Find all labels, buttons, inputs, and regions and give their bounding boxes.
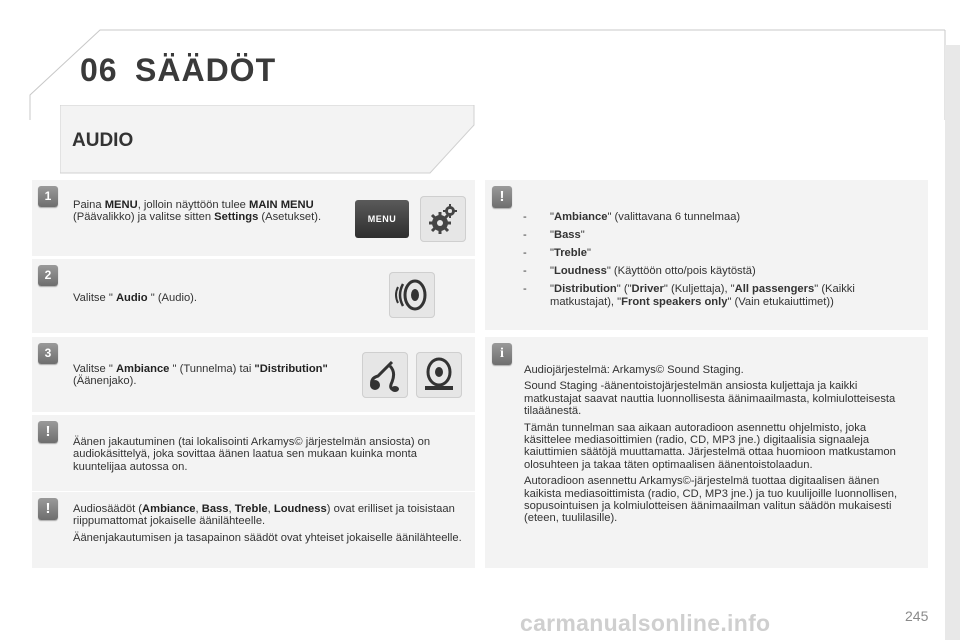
bold-term: Bass	[201, 503, 229, 515]
list-dash: -	[523, 211, 527, 223]
text-run: Paina	[73, 199, 105, 211]
text-run: " (Audio).	[147, 292, 198, 304]
text-run: ,	[195, 503, 202, 515]
bold-term: MENU	[104, 199, 138, 211]
bold-term: Front speakers only	[621, 296, 728, 308]
chapter-number: 06	[80, 52, 118, 88]
warning-badge-2: !	[38, 498, 58, 520]
bold-term: Distribution	[553, 283, 617, 295]
text-run: " (valittavana 6 tunnelmaa)	[607, 211, 741, 223]
list-dash: -	[523, 229, 527, 241]
step-3-text	[73, 363, 333, 388]
warning-badge-1: !	[38, 421, 58, 443]
text-run: Valitse "	[73, 363, 116, 375]
bold-term: Settings	[214, 211, 259, 224]
bold-term: Ambiance	[553, 211, 608, 223]
step-badge-2: 2	[38, 265, 58, 286]
info-paragraph: Sound Staging -äänentoistojärjestelmän ansiosta kuljettaja ja kaikki matkustajat saavat nauttia luonnollisesta äänimaailmasta, kolmiulotteisesta tilaäänestä.	[524, 380, 896, 418]
bold-term: All passengers	[734, 283, 815, 295]
info-badge: i	[492, 343, 512, 365]
text-run: " (Kuljettaja), "	[663, 283, 735, 295]
text-run: " (Tunnelma) tai	[169, 363, 255, 375]
audio-speaker-icon	[389, 272, 435, 318]
right-warning-badge: !	[492, 186, 512, 208]
info-paragraph: Audiojärjestelmä: Arkamys© Sound Staging.	[524, 364, 744, 376]
text-run: "	[550, 211, 554, 223]
text-run: "	[550, 265, 554, 277]
text-run: " (Kaikki matkustajat), "	[550, 283, 855, 308]
section-title: AUDIO	[72, 130, 134, 151]
info-text	[524, 364, 914, 529]
settings-gears-icon	[420, 196, 466, 242]
step-badge-1: 1	[38, 186, 58, 207]
distribution-speaker-icon	[416, 352, 462, 398]
bold-term: "Distribution"	[254, 363, 328, 375]
bold-term: Treble	[553, 247, 587, 259]
text-run: (Äänenjako).	[73, 375, 137, 388]
setting-option-item	[523, 247, 913, 260]
text-run: "	[580, 229, 585, 241]
text-run: "	[550, 283, 554, 295]
watermark: carmanualsonline.info	[520, 610, 771, 636]
list-dash: -	[523, 283, 527, 295]
warning-1-text: Äänen jakautuminen (tai lokalisointi Arkamys© järjestelmän ansiosta) on audiokäsittelyä, joka sovittaa äänen laatua sen mukaan kuinka monta kuuntelijaa autossa on.	[73, 436, 431, 473]
text-run: (Päävalikko) ja valitse sitten	[73, 211, 215, 224]
info-paragraph: Autoradioon asennettu Arkamys©-järjestelmä tuottaa digitaalisen äänen kaikista mediasoittimista (radio, CD, MP3 jne.) ja tuo kuulijoille luonnollisen, sopusointuisen ja kolmiulotteisen äänimaailman valitun säädön mukaisesti (eteen, tuulilasille).	[524, 475, 898, 525]
warning-2-paragraph-1	[73, 503, 468, 528]
text-run: ) ovat erilliset ja toisistaan riippumattomat jokaiselle äänilähteelle.	[73, 503, 455, 528]
bold-term: Ambiance	[142, 503, 196, 515]
info-paragraph: Tämän tunnelman saa aikaan autoradioon asennettu ohjelmisto, joka käsittelee mediasoittimien (radio, CD, MP3 jne.) digitaalisia signaaleja kaiuttimien säätöjä muuttamatta. Järjestelmä ottaa huomioon matkustamon olosuhteen ja takaa täten optimaalisen äänentoistolaadun.	[524, 421, 896, 471]
text-run: " (Vain etukaiuttimet))	[727, 296, 834, 308]
bold-term: Audio	[115, 292, 148, 304]
text-run: Audiosäädöt (	[73, 503, 143, 515]
bold-term: Loudness	[273, 503, 327, 515]
setting-option-item	[523, 283, 913, 309]
bold-term: Ambiance	[115, 363, 170, 375]
bold-term: Driver	[631, 283, 664, 295]
step-badge-3: 3	[38, 343, 58, 364]
page-edge-bar	[945, 45, 960, 640]
text-run: , jolloin näyttöön tulee	[137, 199, 250, 211]
bold-term: Bass	[553, 229, 581, 241]
bold-term: Loudness	[553, 265, 607, 277]
setting-option-item	[523, 229, 913, 242]
chapter-title: SÄÄDÖT	[135, 52, 277, 88]
page-number: 245	[905, 608, 929, 624]
bold-term: Treble	[234, 503, 268, 515]
setting-option-item	[523, 211, 913, 224]
text-run: "	[550, 229, 554, 241]
setting-option-item	[523, 265, 913, 278]
text-run: ,	[267, 503, 274, 515]
list-dash: -	[523, 265, 527, 277]
text-run: " ("	[616, 283, 632, 295]
text-run: (Asetukset).	[258, 211, 322, 224]
text-run: "	[550, 247, 554, 259]
text-run: Valitse "	[73, 292, 116, 304]
step-2-text	[73, 292, 333, 304]
setting-options-list	[523, 211, 913, 314]
list-dash: -	[523, 247, 527, 259]
ambiance-instruments-icon	[362, 352, 408, 398]
warning-2-paragraph-2: Äänenjakautumisen ja tasapainon säädöt ovat yhteiset jokaiselle äänilähteelle.	[73, 531, 462, 544]
text-run: "	[586, 247, 591, 259]
text-run: " (Käyttöön otto/pois käytöstä)	[606, 265, 756, 277]
text-run: ,	[228, 503, 235, 515]
bold-term: MAIN MENU	[249, 199, 314, 211]
menu-button-image: MENU	[355, 200, 409, 238]
step-1-text	[73, 199, 333, 224]
warning-2-text	[73, 503, 468, 548]
